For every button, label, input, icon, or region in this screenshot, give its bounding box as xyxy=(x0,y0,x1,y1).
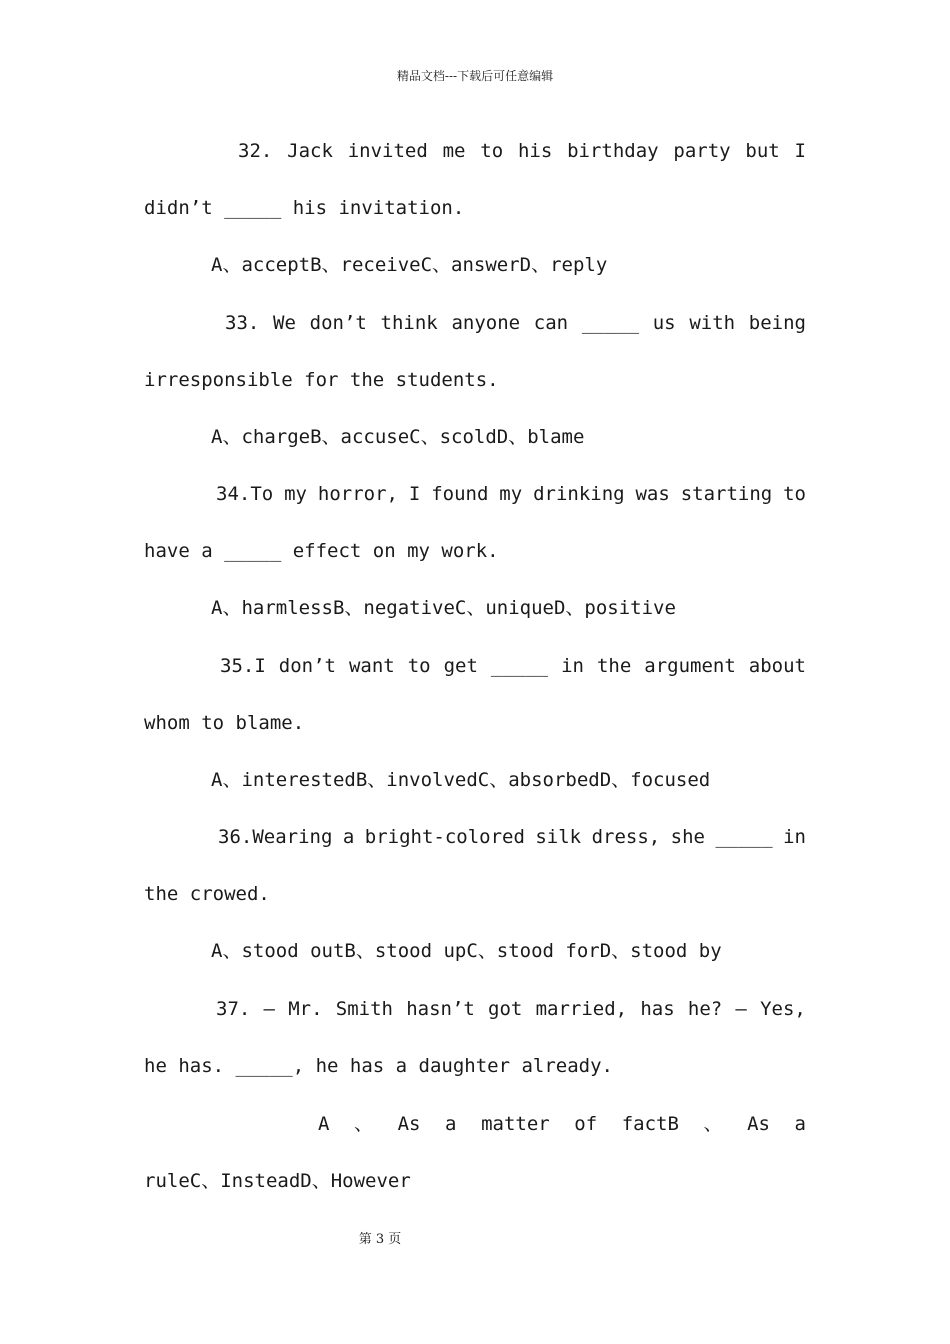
question-34-options: A、harmlessB、negativeC、uniqueD、positive xyxy=(211,597,676,619)
question-37-stem-line1: 37. – Mr. Smith hasn’t got married, has he? – Yes, xyxy=(216,998,806,1020)
question-33-options: A、chargeB、accuseC、scoldD、blame xyxy=(211,426,585,448)
question-34-stem-line1: 34.To my horror, I found my drinking was starting to xyxy=(216,483,806,505)
question-36-stem-line2: the crowed. xyxy=(144,883,270,905)
question-32-stem-line1: 32. Jack invited me to his birthday party but I xyxy=(238,140,806,162)
question-33-stem-line2: irresponsible for the students. xyxy=(144,369,499,391)
question-37-stem-line2: he has. _____, he has a daughter already. xyxy=(144,1055,613,1077)
question-36-options: A、stood outB、stood upC、stood forD、stood by xyxy=(211,940,722,962)
page-footer: 第 3 页 xyxy=(358,1232,402,1247)
question-34-stem-line2: have a _____ effect on my work. xyxy=(144,540,499,562)
page-header: 精品文档---下载后可任意编辑 xyxy=(396,69,554,83)
question-35-stem-line2: whom to blame. xyxy=(144,712,305,734)
question-35-options: A、interestedB、involvedC、absorbedD、focused xyxy=(211,769,711,791)
question-32-stem-line2: didn’t _____ his invitation. xyxy=(144,197,465,219)
question-32-options: A、acceptB、receiveC、answerD、reply xyxy=(211,254,608,276)
question-37-options-line2: ruleC、InsteadD、However xyxy=(144,1170,411,1192)
question-36-stem-line1: 36.Wearing a bright-colored silk dress, she _____ in xyxy=(218,826,806,848)
question-37-options-line1: A 、 As a matter of factB 、 As a xyxy=(318,1113,806,1135)
question-35-stem-line1: 35.I don’t want to get _____ in the argument about xyxy=(220,655,806,677)
question-33-stem-line1: 33. We don’t think anyone can _____ us with being xyxy=(225,312,806,334)
